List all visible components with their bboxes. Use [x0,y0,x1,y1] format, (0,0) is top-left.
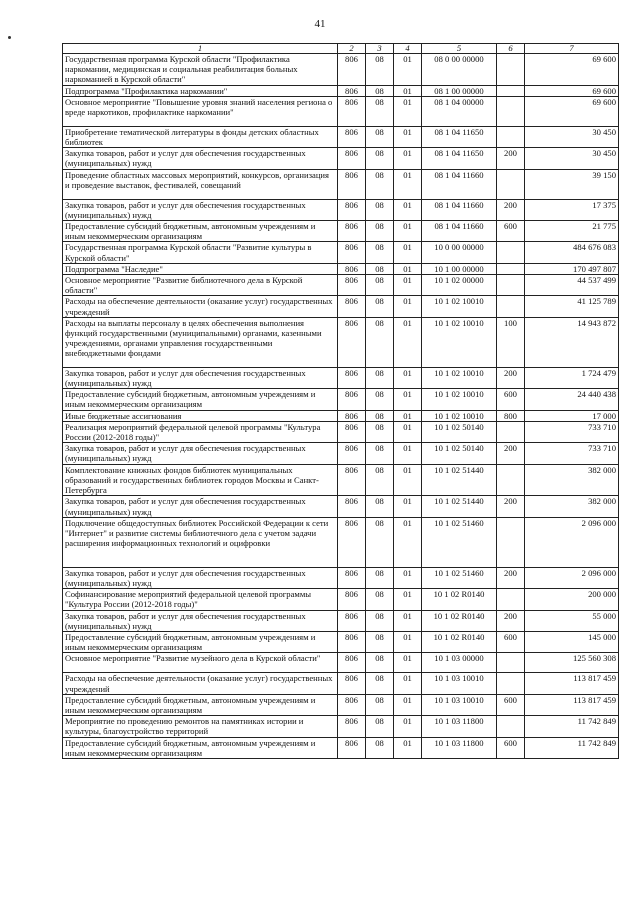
column-header: 5 [422,44,497,54]
code-razdel: 08 [366,263,394,274]
code-podrazdel: 01 [394,653,422,673]
amount: 30 450 [525,126,619,147]
code-target-article: 10 0 00 00000 [422,242,497,263]
code-target-article: 08 1 00 00000 [422,85,497,96]
code-podrazdel: 01 [394,221,422,242]
amount: 2 096 000 [525,517,619,567]
code-expense-type: 200 [497,496,525,517]
code-target-article: 10 1 02 51460 [422,517,497,567]
code-podrazdel: 01 [394,737,422,758]
amount: 200 000 [525,589,619,610]
row-name: Подпрограмма "Профилактика наркомании" [63,85,338,96]
row-name: Мероприятие по проведению ремонтов на памятниках истории и культуры, благоустройство территорий [63,716,338,737]
row-name: Государственная программа Курской области "Профилактика наркомании, медицинская и социальная реабилитация больных наркоманией в Курской области" [63,54,338,86]
row-name: Софинансирование мероприятий федеральной целевой программы "Культура России (2012-2018 годы)" [63,589,338,610]
amount: 69 600 [525,96,619,126]
table-row [63,96,619,126]
row-name: Проведение областных массовых мероприятий, конкурсов, организация и проведение выставок, фестивалей, совещаний [63,169,338,199]
code-vedomstvo: 806 [338,54,366,86]
code-expense-type: 200 [497,148,525,169]
page-number: 41 [314,18,326,30]
row-name: Иные бюджетные ассигнования [63,410,338,421]
code-vedomstvo: 806 [338,737,366,758]
code-vedomstvo: 806 [338,694,366,715]
code-target-article: 08 1 04 11660 [422,221,497,242]
row-name: Закупка товаров, работ и услуг для обеспечения государственных (муниципальных) нужд [63,443,338,464]
amount: 39 150 [525,169,619,199]
code-vedomstvo: 806 [338,410,366,421]
amount: 24 440 438 [525,389,619,410]
row-name: Закупка товаров, работ и услуг для обеспечения государственных (муниципальных) нужд [63,610,338,631]
code-vedomstvo: 806 [338,517,366,567]
code-vedomstvo: 806 [338,443,366,464]
code-podrazdel: 01 [394,517,422,567]
code-expense-type: 200 [497,443,525,464]
amount: 113 817 459 [525,673,619,694]
code-target-article: 10 1 02 R0140 [422,610,497,631]
code-expense-type [497,275,525,296]
code-razdel: 08 [366,443,394,464]
row-name: Подпрограмма "Наследие" [63,263,338,274]
code-vedomstvo: 806 [338,96,366,126]
code-podrazdel: 01 [394,610,422,631]
row-name: Основное мероприятие "Повышение уровня знаний населения региона о вреде наркотиков, профилактике наркомании" [63,96,338,126]
code-podrazdel: 01 [394,199,422,220]
code-razdel: 08 [366,317,394,367]
code-expense-type [497,653,525,673]
code-razdel: 08 [366,567,394,588]
code-target-article: 08 1 04 00000 [422,96,497,126]
code-target-article: 08 0 00 00000 [422,54,497,86]
amount: 145 000 [525,631,619,652]
code-expense-type [497,421,525,442]
code-razdel: 08 [366,421,394,442]
code-podrazdel: 01 [394,126,422,147]
code-expense-type: 200 [497,367,525,388]
code-vedomstvo: 806 [338,716,366,737]
code-razdel: 08 [366,496,394,517]
code-target-article: 10 1 02 R0140 [422,631,497,652]
table-row [63,221,619,242]
code-podrazdel: 01 [394,148,422,169]
column-header: 2 [338,44,366,54]
code-vedomstvo: 806 [338,367,366,388]
code-razdel: 08 [366,389,394,410]
code-podrazdel: 01 [394,694,422,715]
code-razdel: 08 [366,631,394,652]
code-vedomstvo: 806 [338,673,366,694]
amount: 55 000 [525,610,619,631]
code-razdel: 08 [366,694,394,715]
code-vedomstvo: 806 [338,148,366,169]
budget-table [62,43,619,759]
code-razdel: 08 [366,410,394,421]
code-expense-type: 600 [497,694,525,715]
row-name: Предоставление субсидий бюджетным, автономным учреждениям и иным некоммерческим организациям [63,389,338,410]
code-podrazdel: 01 [394,631,422,652]
code-expense-type: 600 [497,737,525,758]
column-header: 4 [394,44,422,54]
row-name: Комплектование книжных фондов библиотек муниципальных образований и государственных библиотек городов Москвы и Санкт-Петербурга [63,464,338,496]
table-row [63,496,619,517]
code-target-article: 08 1 04 11660 [422,169,497,199]
row-name: Приобретение тематической литературы в фонды детских областных библиотек [63,126,338,147]
table-row [63,126,619,147]
amount: 1 724 479 [525,367,619,388]
code-target-article: 10 1 03 10010 [422,673,497,694]
table-row [63,517,619,567]
code-target-article: 10 1 02 51440 [422,496,497,517]
row-name: Подключение общедоступных библиотек Российской Федерации к сети "Интернет" и развитие системы библиотечного дела с учетом задачи расширения информационных технологий и оцифровки [63,517,338,567]
code-podrazdel: 01 [394,464,422,496]
code-vedomstvo: 806 [338,589,366,610]
code-vedomstvo: 806 [338,389,366,410]
amount: 17 375 [525,199,619,220]
column-header: 1 [63,44,338,54]
table-row [63,589,619,610]
code-podrazdel: 01 [394,589,422,610]
code-target-article: 10 1 02 10010 [422,410,497,421]
table-row [63,567,619,588]
code-vedomstvo: 806 [338,610,366,631]
code-expense-type [497,85,525,96]
table-row [63,148,619,169]
row-name: Расходы на выплаты персоналу в целях обеспечения выполнения функций государственными (муниципальными) органами, казенными учреждениями, органами управления государственными внебюджетными фондами [63,317,338,367]
table-row [63,199,619,220]
amount: 30 450 [525,148,619,169]
code-expense-type: 600 [497,389,525,410]
amount: 2 096 000 [525,567,619,588]
amount: 170 497 807 [525,263,619,274]
code-vedomstvo: 806 [338,296,366,317]
table-row [63,263,619,274]
amount: 17 000 [525,410,619,421]
row-name: Предоставление субсидий бюджетным, автономным учреждениям и иным некоммерческим организациям [63,737,338,758]
table-row [63,317,619,367]
row-name: Основное мероприятие "Развитие библиотечного дела в Курской области" [63,275,338,296]
column-header: 3 [366,44,394,54]
code-target-article: 10 1 02 50140 [422,421,497,442]
table-row [63,367,619,388]
code-razdel: 08 [366,242,394,263]
code-expense-type: 100 [497,317,525,367]
amount: 69 600 [525,85,619,96]
code-vedomstvo: 806 [338,169,366,199]
code-razdel: 08 [366,169,394,199]
table-row [63,54,619,86]
code-razdel: 08 [366,296,394,317]
code-target-article: 10 1 03 00000 [422,653,497,673]
code-target-article: 10 1 03 11800 [422,716,497,737]
code-target-article: 10 1 02 10010 [422,367,497,388]
code-vedomstvo: 806 [338,275,366,296]
row-name: Расходы на обеспечение деятельности (оказание услуг) государственных учреждений [63,296,338,317]
row-name: Закупка товаров, работ и услуг для обеспечения государственных (муниципальных) нужд [63,199,338,220]
row-name: Предоставление субсидий бюджетным, автономным учреждениям и иным некоммерческим организациям [63,221,338,242]
code-razdel: 08 [366,464,394,496]
code-target-article: 10 1 02 10010 [422,296,497,317]
code-razdel: 08 [366,148,394,169]
code-target-article: 10 1 03 11800 [422,737,497,758]
code-target-article: 08 1 04 11650 [422,148,497,169]
code-target-article: 10 1 02 51460 [422,567,497,588]
row-name: Государственная программа Курской области "Развитие культуры в Курской области" [63,242,338,263]
code-podrazdel: 01 [394,263,422,274]
code-razdel: 08 [366,737,394,758]
amount: 382 000 [525,464,619,496]
code-expense-type [497,589,525,610]
row-name: Предоставление субсидий бюджетным, автономным учреждениям и иным некоммерческим организациям [63,694,338,715]
table-row [63,694,619,715]
code-razdel: 08 [366,610,394,631]
amount: 41 125 789 [525,296,619,317]
amount: 44 537 499 [525,275,619,296]
code-expense-type: 200 [497,610,525,631]
code-razdel: 08 [366,367,394,388]
code-podrazdel: 01 [394,567,422,588]
table-row [63,85,619,96]
table-row [63,410,619,421]
amount: 733 710 [525,421,619,442]
column-header: 6 [497,44,525,54]
code-podrazdel: 01 [394,443,422,464]
row-name: Закупка товаров, работ и услуг для обеспечения государственных (муниципальных) нужд [63,367,338,388]
code-podrazdel: 01 [394,275,422,296]
header-row [63,44,619,54]
code-vedomstvo: 806 [338,464,366,496]
scan-mark [8,36,11,39]
code-expense-type [497,126,525,147]
code-target-article: 10 1 02 00000 [422,275,497,296]
table-row [63,653,619,673]
code-target-article: 10 1 03 10010 [422,694,497,715]
code-expense-type: 800 [497,410,525,421]
code-expense-type [497,242,525,263]
code-vedomstvo: 806 [338,263,366,274]
code-podrazdel: 01 [394,367,422,388]
code-vedomstvo: 806 [338,199,366,220]
code-target-article: 10 1 02 10010 [422,389,497,410]
table-row [63,421,619,442]
code-expense-type: 200 [497,567,525,588]
code-razdel: 08 [366,589,394,610]
amount: 11 742 849 [525,716,619,737]
code-expense-type [497,517,525,567]
code-podrazdel: 01 [394,54,422,86]
code-vedomstvo: 806 [338,242,366,263]
code-razdel: 08 [366,96,394,126]
row-name: Расходы на обеспечение деятельности (оказание услуг) государственных учреждений [63,673,338,694]
code-podrazdel: 01 [394,389,422,410]
code-podrazdel: 01 [394,85,422,96]
column-header: 7 [525,44,619,54]
code-vedomstvo: 806 [338,631,366,652]
amount: 11 742 849 [525,737,619,758]
code-razdel: 08 [366,716,394,737]
amount: 14 943 872 [525,317,619,367]
code-razdel: 08 [366,275,394,296]
code-podrazdel: 01 [394,410,422,421]
code-razdel: 08 [366,673,394,694]
code-expense-type [497,464,525,496]
table-row [63,275,619,296]
amount: 125 560 308 [525,653,619,673]
code-target-article: 10 1 02 50140 [422,443,497,464]
code-razdel: 08 [366,54,394,86]
table-row [63,389,619,410]
code-target-article: 10 1 02 51440 [422,464,497,496]
code-expense-type: 200 [497,199,525,220]
amount: 382 000 [525,496,619,517]
code-target-article: 10 1 02 10010 [422,317,497,367]
code-podrazdel: 01 [394,716,422,737]
row-name: Основное мероприятие "Развитие музейного дела в Курской области" [63,653,338,673]
code-expense-type [497,263,525,274]
table-row [63,610,619,631]
code-podrazdel: 01 [394,169,422,199]
table-row [63,242,619,263]
row-name: Закупка товаров, работ и услуг для обеспечения государственных (муниципальных) нужд [63,496,338,517]
amount: 484 676 083 [525,242,619,263]
code-expense-type: 600 [497,631,525,652]
code-vedomstvo: 806 [338,126,366,147]
code-vedomstvo: 806 [338,221,366,242]
code-target-article: 08 1 04 11660 [422,199,497,220]
row-name: Предоставление субсидий бюджетным, автономным учреждениям и иным некоммерческим организациям [63,631,338,652]
code-target-article: 10 1 02 R0140 [422,589,497,610]
code-vedomstvo: 806 [338,567,366,588]
table-row [63,464,619,496]
code-razdel: 08 [366,199,394,220]
table-row [63,673,619,694]
row-name: Реализация мероприятий федеральной целевой программы "Культура России (2012-2018 годы)" [63,421,338,442]
code-vedomstvo: 806 [338,496,366,517]
code-podrazdel: 01 [394,296,422,317]
amount: 733 710 [525,443,619,464]
code-podrazdel: 01 [394,421,422,442]
code-podrazdel: 01 [394,496,422,517]
code-razdel: 08 [366,126,394,147]
table-row [63,296,619,317]
code-vedomstvo: 806 [338,85,366,96]
code-podrazdel: 01 [394,242,422,263]
table-row [63,716,619,737]
code-target-article: 08 1 04 11650 [422,126,497,147]
code-target-article: 10 1 00 00000 [422,263,497,274]
code-expense-type: 600 [497,221,525,242]
table-row [63,443,619,464]
code-razdel: 08 [366,517,394,567]
code-razdel: 08 [366,85,394,96]
code-expense-type [497,169,525,199]
amount: 69 600 [525,54,619,86]
table-row [63,631,619,652]
code-razdel: 08 [366,221,394,242]
row-name: Закупка товаров, работ и услуг для обеспечения государственных (муниципальных) нужд [63,567,338,588]
code-razdel: 08 [366,653,394,673]
code-expense-type [497,296,525,317]
amount: 21 775 [525,221,619,242]
table-row [63,169,619,199]
code-podrazdel: 01 [394,96,422,126]
table-row [63,737,619,758]
code-expense-type [497,96,525,126]
code-vedomstvo: 806 [338,653,366,673]
amount: 113 817 459 [525,694,619,715]
code-podrazdel: 01 [394,673,422,694]
code-expense-type [497,716,525,737]
code-expense-type [497,673,525,694]
code-expense-type [497,54,525,86]
code-podrazdel: 01 [394,317,422,367]
row-name: Закупка товаров, работ и услуг для обеспечения государственных (муниципальных) нужд [63,148,338,169]
code-vedomstvo: 806 [338,421,366,442]
code-vedomstvo: 806 [338,317,366,367]
